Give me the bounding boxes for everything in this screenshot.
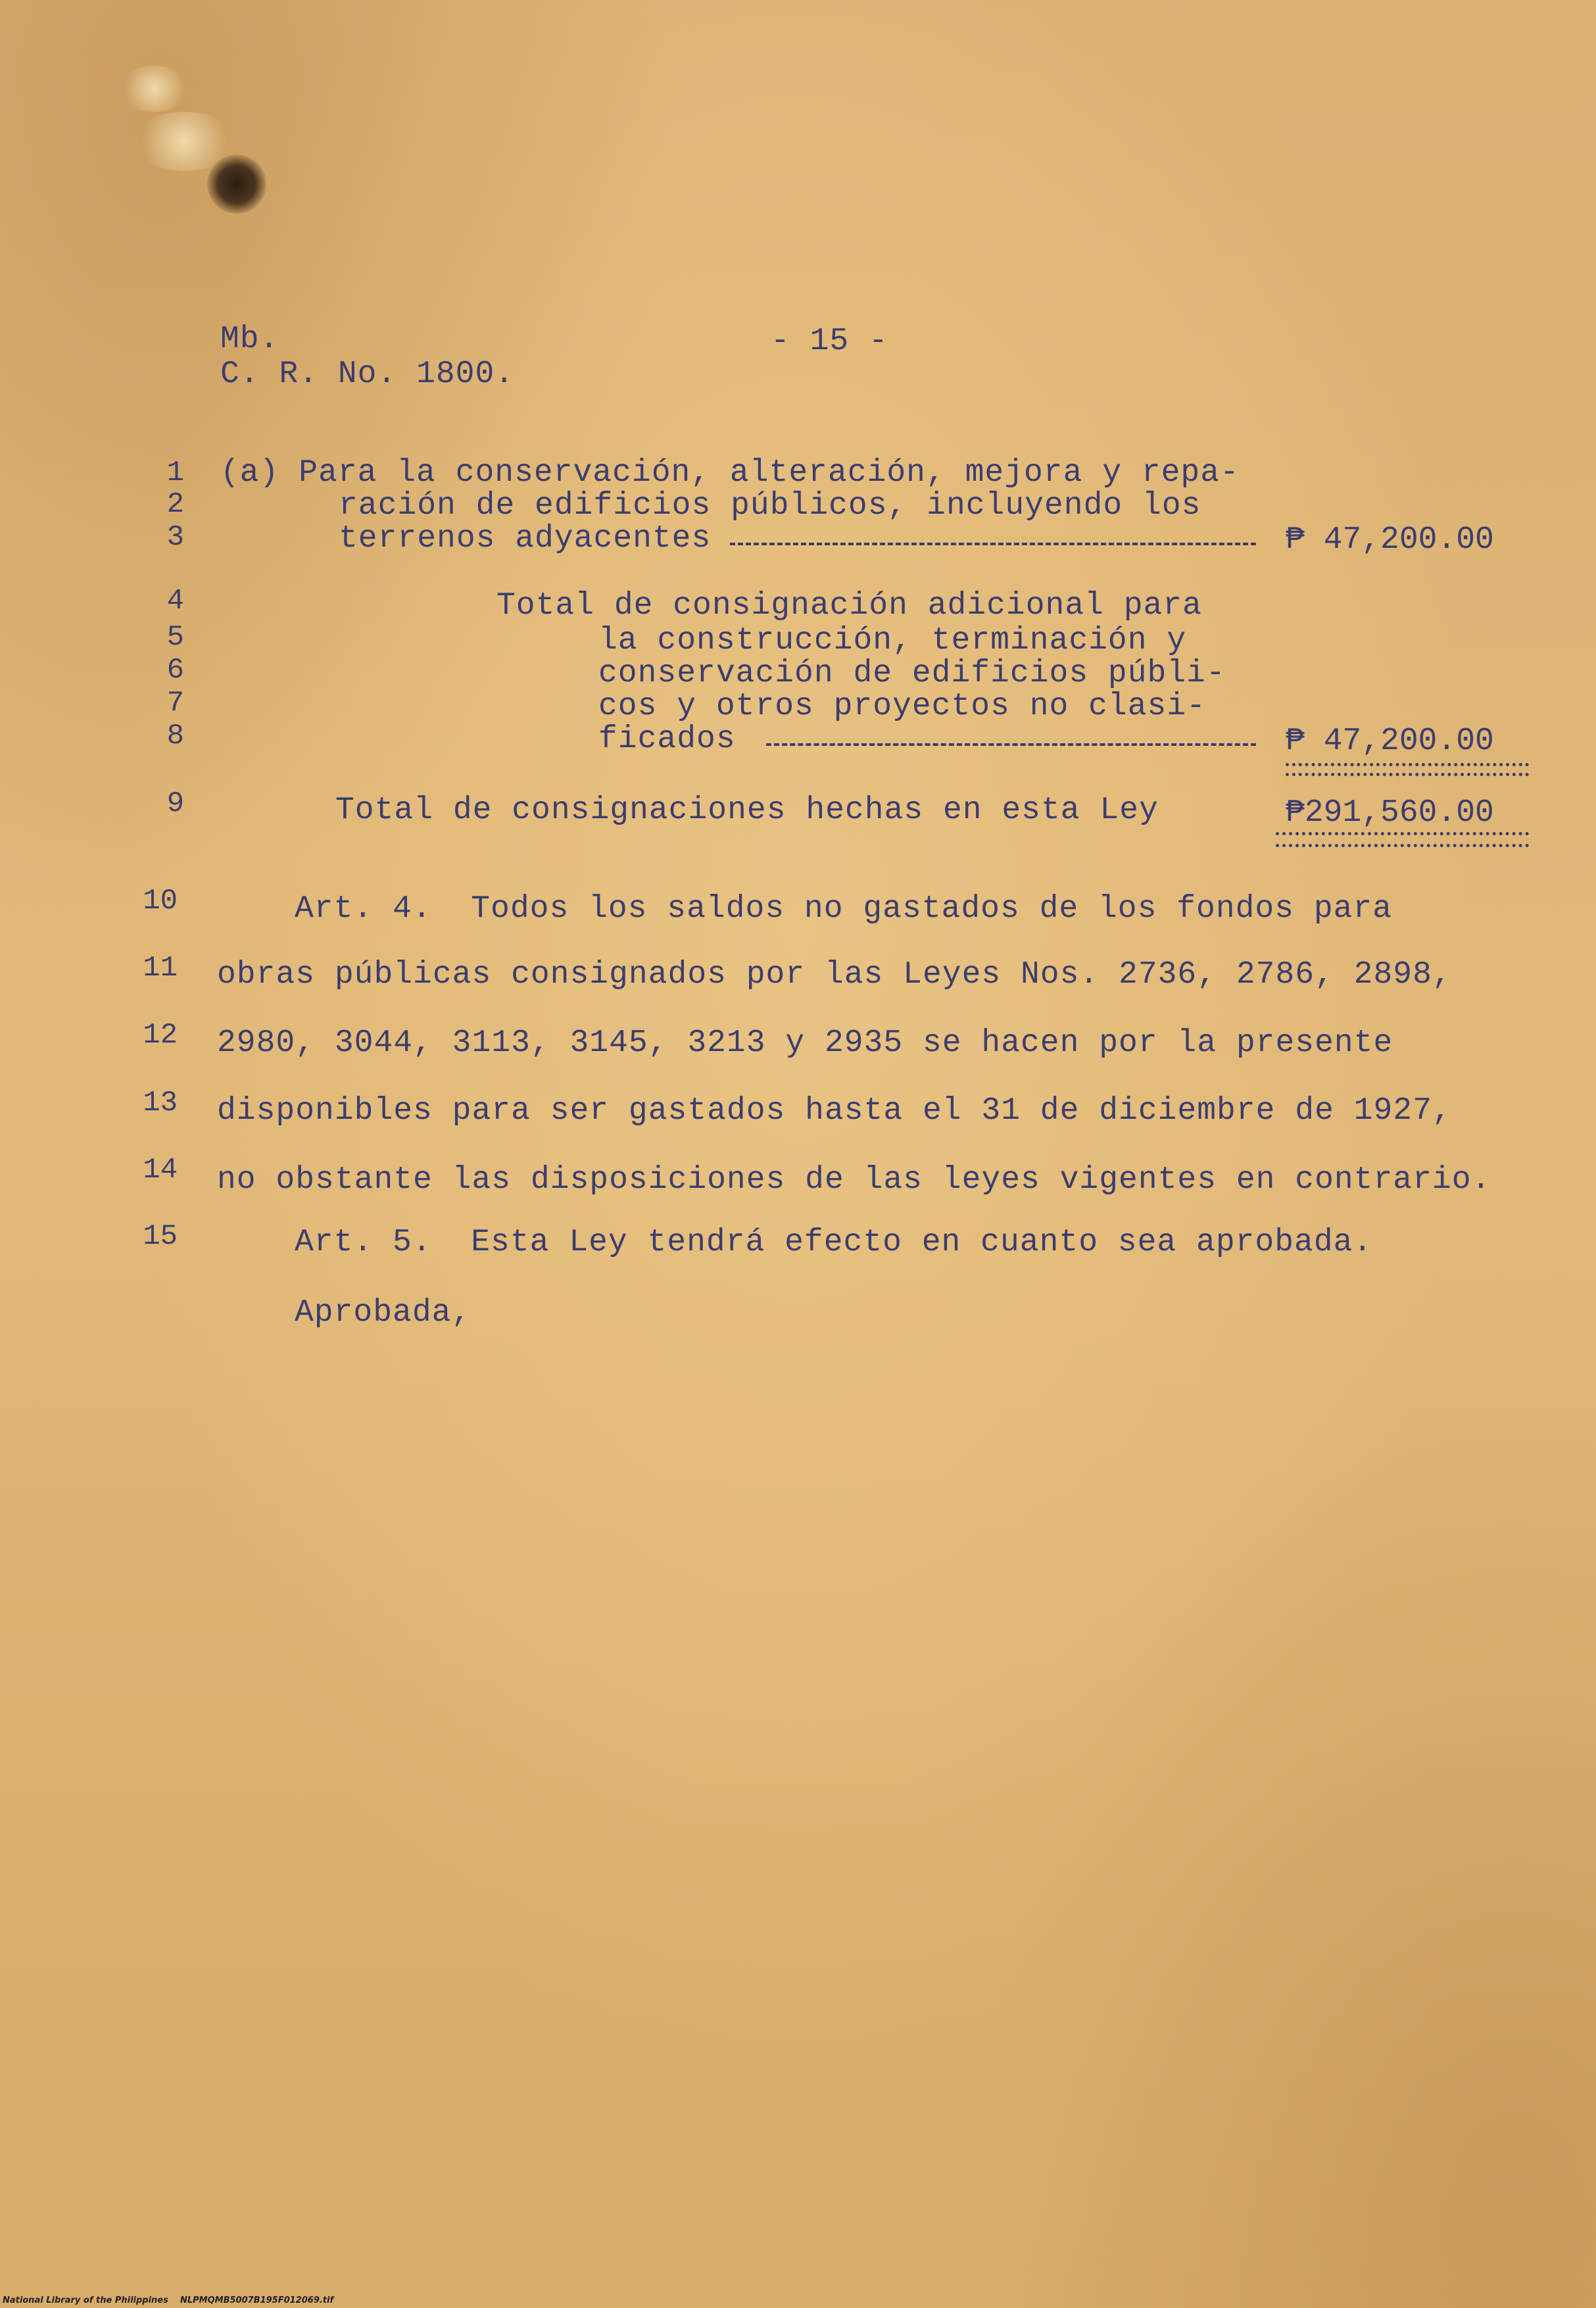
body-line-15: Art. 5. Esta Ley tendrá efecto en cuanto sea aprobada. — [295, 1225, 1373, 1260]
paper-crease — [132, 112, 237, 171]
leader-dashes — [766, 743, 1256, 746]
closing-approved: Aprobada, — [295, 1295, 472, 1331]
total-additional-line-7: cos y otros proyectos no clasi- — [598, 689, 1206, 724]
body-line-14: no obstante las disposiciones de las leyes vigentes en contrario. — [217, 1162, 1491, 1198]
total-additional-line-8: ficados — [598, 722, 736, 757]
line-number: 11 — [143, 952, 178, 985]
grand-total-amount: ₱291,560.00 — [1286, 795, 1494, 831]
line-number: 1 — [166, 456, 184, 489]
double-underline — [1286, 763, 1529, 766]
page-number: - 15 - — [771, 324, 888, 359]
bill-reference: C. R. No. 1800. — [220, 356, 515, 392]
line-number: 10 — [143, 885, 178, 918]
archive-footer: National Library of the Philippines NLPMQMB5007B195F012069.tif — [3, 2296, 334, 2305]
line-number: 4 — [166, 585, 184, 618]
total-additional-amount: ₱ 47,200.00 — [1286, 724, 1494, 759]
line-number: 6 — [166, 654, 184, 687]
line-number: 7 — [166, 687, 184, 720]
line-number: 13 — [143, 1087, 178, 1119]
body-line-13: disponibles para ser gastados hasta el 31 de diciembre de 1927, — [217, 1093, 1452, 1129]
double-underline — [1276, 844, 1529, 847]
line-number: 9 — [166, 787, 184, 820]
line-number: 8 — [166, 720, 184, 752]
item-a-line-3: terrenos adyacentes — [339, 521, 712, 556]
paper-crease — [118, 66, 191, 112]
line-number: 2 — [166, 488, 184, 521]
body-line-11: obras públicas consignados por las Leyes Nos. 2736, 2786, 2898, — [217, 957, 1452, 993]
item-a-amount: ₱ 47,200.00 — [1286, 522, 1494, 558]
double-underline — [1276, 832, 1529, 835]
line-number: 15 — [143, 1220, 178, 1253]
double-underline — [1286, 773, 1529, 776]
total-additional-line-4: Total de consignación adicional para — [496, 588, 1202, 624]
line-number: 3 — [166, 521, 184, 554]
line-number: 5 — [166, 621, 184, 654]
body-line-10: Art. 4. Todos los saldos no gastados de los fondos para — [295, 891, 1393, 927]
total-additional-line-6: conservación de edificios públi- — [598, 656, 1226, 691]
total-additional-line-5: la construcción, terminación y — [598, 623, 1187, 658]
line-number: 12 — [143, 1019, 178, 1052]
leader-dashes — [730, 543, 1256, 545]
grand-total-label: Total de consignaciones hechas en esta Ley — [335, 793, 1159, 828]
header-initials: Mb. — [220, 322, 279, 357]
body-line-12: 2980, 3044, 3113, 3145, 3213 y 2935 se hacen por la presente — [217, 1025, 1393, 1061]
item-a-line-2: ración de edificios públicos, incluyendo los — [339, 488, 1201, 524]
item-a-line-1: (a) Para la conservación, alteración, mejora y repa- — [220, 455, 1240, 491]
line-number: 14 — [143, 1154, 178, 1187]
